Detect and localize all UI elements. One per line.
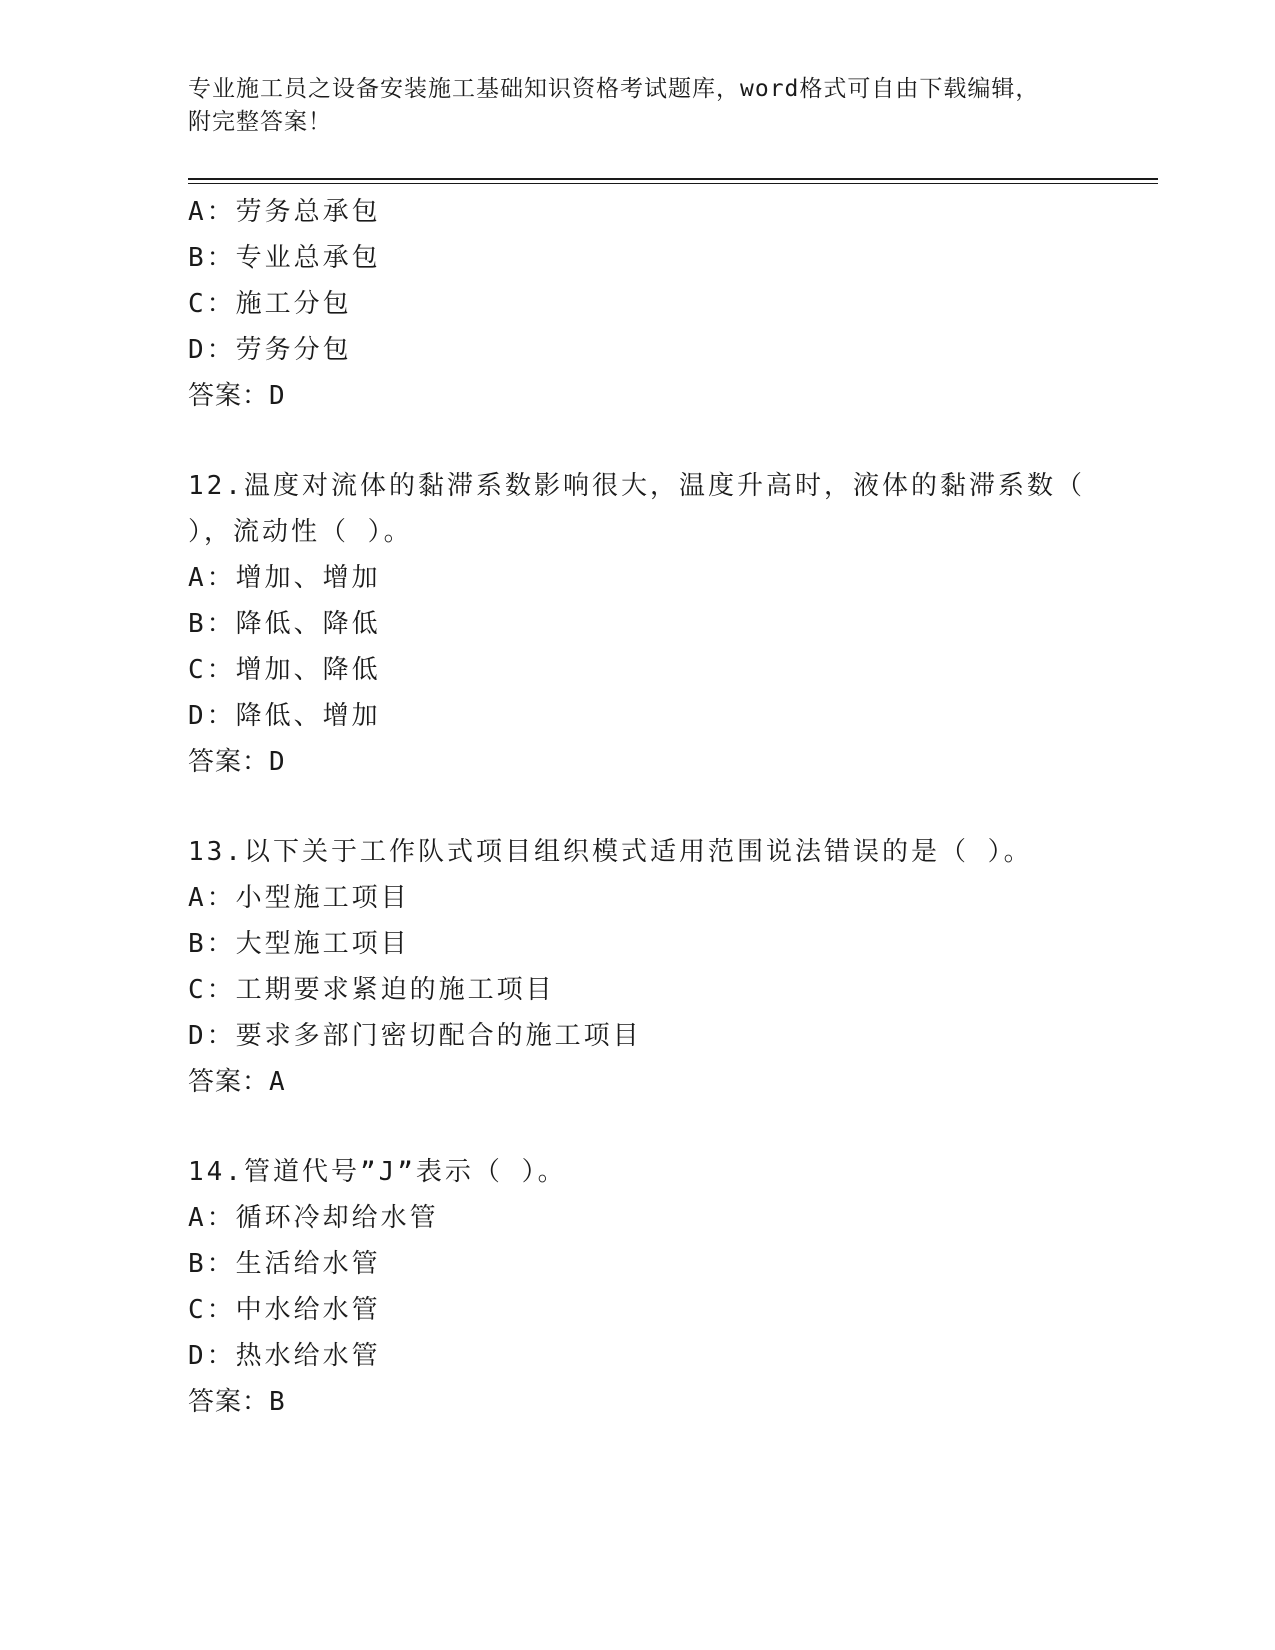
option-b: B：专业总承包 bbox=[188, 243, 381, 273]
option-c: C：增加、降低 bbox=[188, 655, 381, 685]
option-a: A：增加、增加 bbox=[188, 563, 381, 593]
question-list bbox=[188, 189, 1128, 1425]
answer: 答案：D bbox=[188, 747, 286, 777]
option-a: A：小型施工项目 bbox=[188, 883, 410, 913]
option-d: D：要求多部门密切配合的施工项目 bbox=[188, 1021, 642, 1051]
question-12 bbox=[188, 463, 1128, 785]
header-line-2: 附完整答案！ bbox=[188, 109, 332, 135]
option-d: D：劳务分包 bbox=[188, 335, 352, 365]
question-text-line-2: ），流动性（ ）。 bbox=[188, 517, 413, 547]
question-13 bbox=[188, 829, 1128, 1105]
answer: 答案：A bbox=[188, 1067, 286, 1097]
spacer bbox=[188, 419, 1128, 463]
answer: 答案：B bbox=[188, 1387, 286, 1417]
option-c: C：工期要求紧迫的施工项目 bbox=[188, 975, 555, 1005]
header-divider-thin bbox=[188, 183, 1158, 184]
option-a: A：劳务总承包 bbox=[188, 197, 381, 227]
document-header bbox=[188, 73, 1088, 139]
question-11 bbox=[188, 189, 1128, 419]
option-b: B：生活给水管 bbox=[188, 1249, 381, 1279]
question-14 bbox=[188, 1149, 1128, 1425]
option-d: D：降低、增加 bbox=[188, 701, 381, 731]
header-line-1: 专业施工员之设备安装施工基础知识资格考试题库，word格式可自由下载编辑， bbox=[188, 76, 1040, 102]
answer: 答案：D bbox=[188, 381, 286, 411]
question-text: 13.以下关于工作队式项目组织模式适用范围说法错误的是（ ）。 bbox=[188, 837, 1033, 867]
option-c: C：施工分包 bbox=[188, 289, 352, 319]
option-a: A：循环冷却给水管 bbox=[188, 1203, 439, 1233]
question-text: 14.管道代号”J”表示（ ）。 bbox=[188, 1157, 567, 1187]
option-b: B：大型施工项目 bbox=[188, 929, 410, 959]
spacer bbox=[188, 1105, 1128, 1149]
spacer bbox=[188, 785, 1128, 829]
question-text-line-1: 12.温度对流体的黏滞系数影响很大，温度升高时，液体的黏滞系数（ bbox=[188, 471, 1085, 501]
option-b: B：降低、降低 bbox=[188, 609, 381, 639]
option-d: D：热水给水管 bbox=[188, 1341, 381, 1371]
option-c: C：中水给水管 bbox=[188, 1295, 381, 1325]
header-divider bbox=[188, 178, 1158, 180]
